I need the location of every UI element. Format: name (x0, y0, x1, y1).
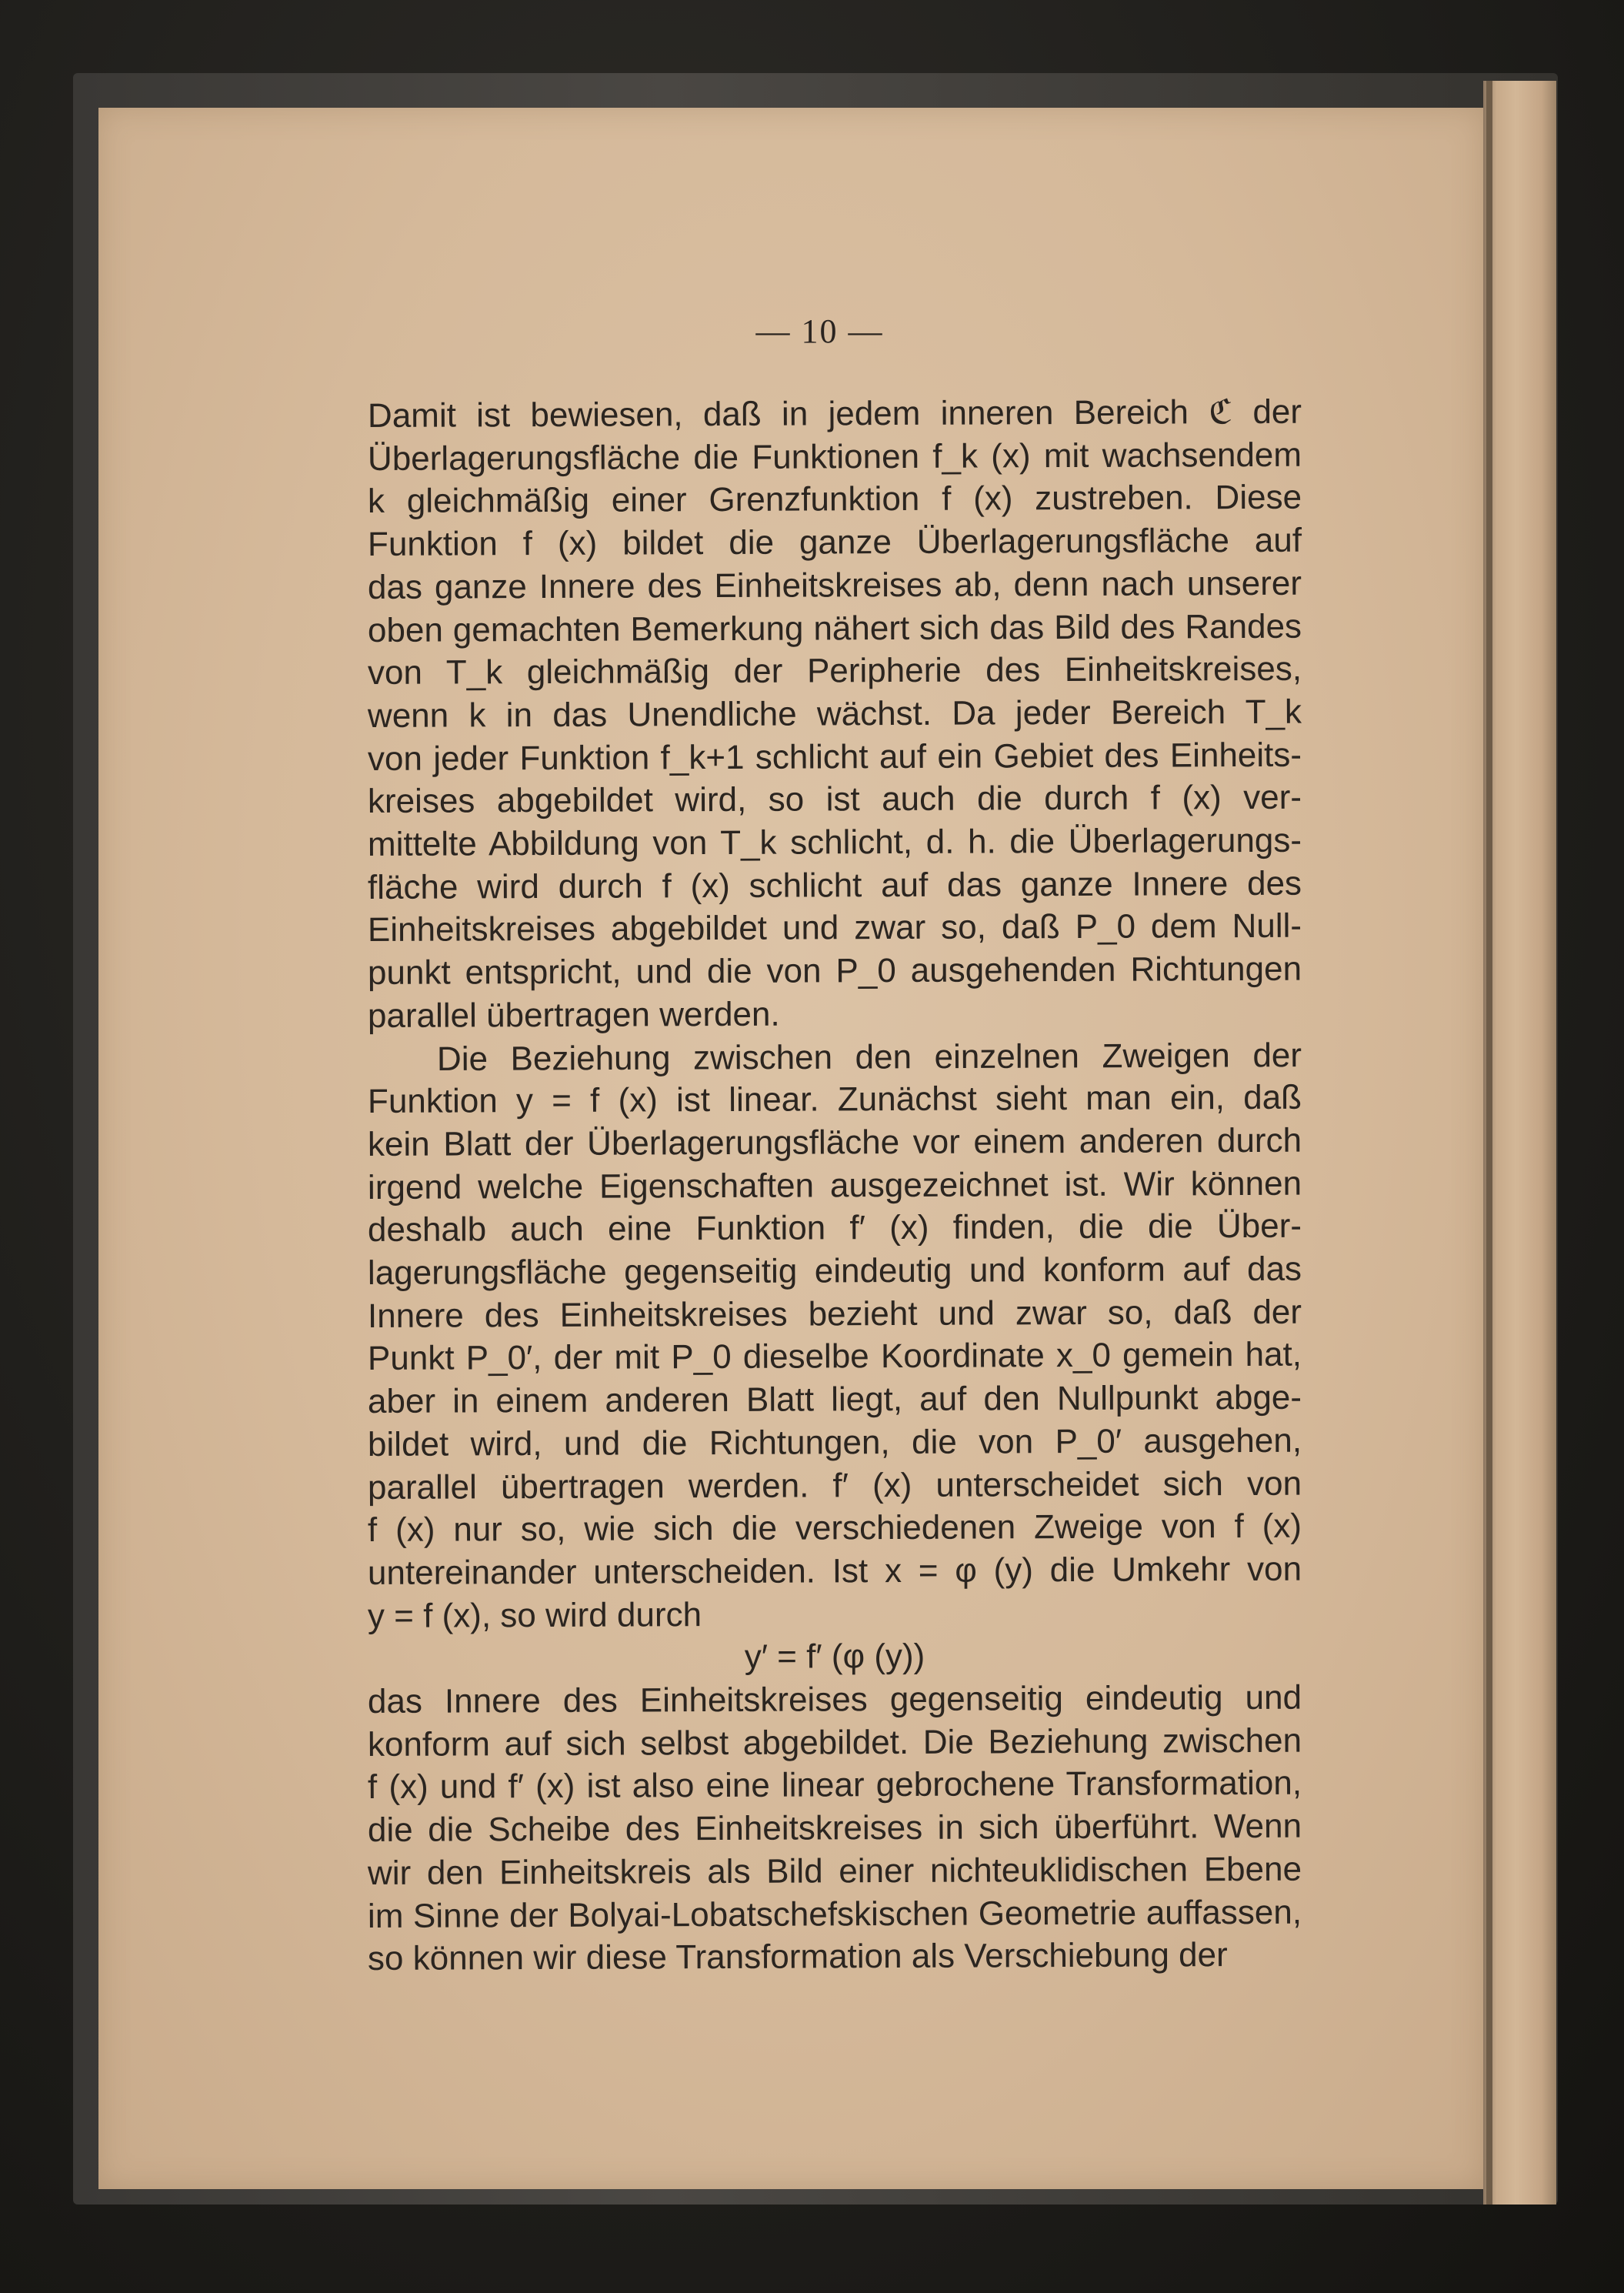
text-line: im Sinne der Bolyai-Lobatschefskischen Geometrie auffassen, (367, 1893, 1302, 1935)
text-line: wenn k in das Unendliche wächst. Da jeder Bereich T_k (367, 693, 1302, 735)
text-line: lagerungsfläche gegenseitig eindeutig und konform auf das (367, 1250, 1302, 1292)
text-line: untereinander unterscheiden. Ist x = φ (y) die Umkehr von (367, 1550, 1302, 1592)
text-line: Überlagerungsfläche die Funktionen f_k (x) mit wachsendem (367, 436, 1302, 478)
text-line: y′ = f′ (φ (y)) (744, 1637, 925, 1677)
text-line: Innere des Einheitskreises bezieht und zwar so, daß der (367, 1293, 1302, 1335)
text-line: kreises abgebildet wird, so ist auch die durch f (x) ver- (367, 779, 1302, 821)
text-line: k gleichmäßig einer Grenzfunktion f (x) zustreben. Diese (367, 479, 1302, 521)
text-line: bildet wird, und die Richtungen, die von P_0′ ausgehen, (367, 1421, 1302, 1464)
text-line: parallel übertragen werden. f′ (x) unterscheidet sich von (367, 1464, 1302, 1507)
text-line: Funktion y = f (x) ist linear. Zunächst sieht man ein, daß (367, 1078, 1302, 1121)
text-line: parallel übertragen werden. (367, 995, 780, 1035)
text-line: Funktion f (x) bildet die ganze Überlagerungsfläche auf (367, 521, 1302, 564)
text-line: deshalb auch eine Funktion f′ (x) finden, die die Über- (367, 1207, 1302, 1250)
text-line: f (x) nur so, wie sich die verschiedenen Zweige von f (x) (367, 1507, 1302, 1550)
page-number: — 10 — (755, 312, 884, 350)
text-line: von jeder Funktion f_k+1 schlicht auf ein Gebiet des Einheits- (367, 736, 1302, 778)
page-fold (1486, 81, 1492, 2205)
text-line: fläche wird durch f (x) schlicht auf das ganze Innere des (367, 864, 1302, 906)
text-line: wir den Einheitskreis als Bild einer nichteuklidischen Ebene (367, 1850, 1302, 1892)
text-line: kein Blatt der Überlagerungsfläche vor einem anderen durch (367, 1121, 1302, 1163)
page-stack-edge (1483, 81, 1556, 2205)
text-line: das Innere des Einheitskreises gegenseitig eindeutig und (367, 1678, 1302, 1721)
text-line: Die Beziehung zwischen den einzelnen Zweigen der (436, 1036, 1302, 1078)
text-line: y = f (x), so wird durch (367, 1595, 702, 1635)
text-line: Damit ist bewiesen, daß in jedem inneren Bereich ℭ der (367, 392, 1302, 435)
text-line: f (x) und f′ (x) ist also eine linear gebrochene Transformation, (367, 1764, 1302, 1807)
text-line: mittelte Abbildung von T_k schlicht, d. h. die Überlagerungs- (367, 821, 1302, 863)
text-line: so können wir diese Transformation als Verschiebung der (367, 1936, 1228, 1978)
text-line: oben gemachten Bemerkung nähert sich das Bild des Randes (367, 607, 1302, 649)
text-line: Punkt P_0′, der mit P_0 dieselbe Koordinate x_0 gemein hat, (367, 1336, 1302, 1378)
text-line: Einheitskreises abgebildet und zwar so, daß P_0 dem Null- (367, 907, 1302, 950)
text-line: die die Scheibe des Einheitskreises in sich überführt. Wenn (367, 1807, 1302, 1850)
text-line: das ganze Innere des Einheitskreises ab, denn nach unserer (367, 564, 1302, 606)
text-line: irgend welche Eigenschaften ausgezeichnet ist. Wir können (367, 1164, 1302, 1207)
text-line: konform auf sich selbst abgebildet. Die Beziehung zwischen (367, 1721, 1302, 1764)
text-line: von T_k gleichmäßig der Peripherie des Einheitskreises, (367, 649, 1302, 693)
text-line: aber in einem anderen Blatt liegt, auf den Nullpunkt abge- (367, 1378, 1302, 1421)
text-line: punkt entspricht, und die von P_0 ausgehenden Richtungen (367, 950, 1302, 993)
